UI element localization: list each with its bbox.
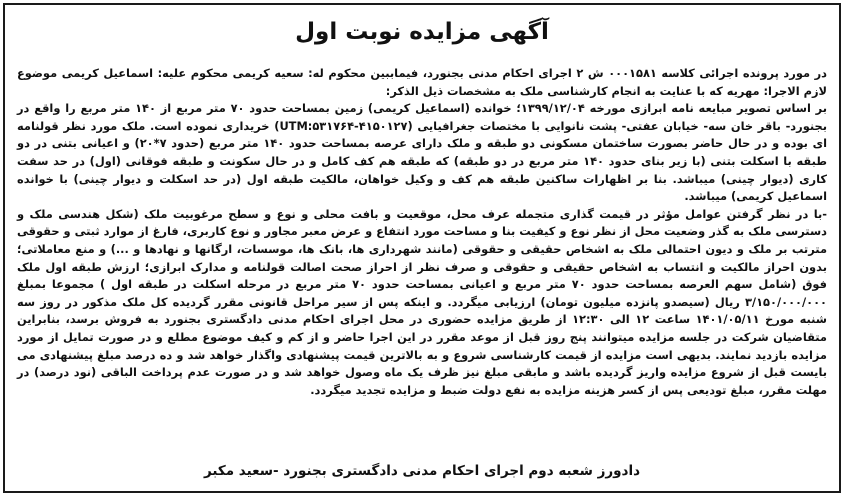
notice-body — [5, 65, 839, 399]
notice-paragraph-case: در مورد پرونده اجرائی کلاسه ۰۰۰۱۵۸۱ ش ۲ اجرای احکام مدنی بجنورد، فیماببین محکوم له: سعیه کریمی محکوم علیه: اسماعیل کریمی موضوع لازم الاجرا: مهریه که با عنایت به انجام کارشناسی ملک به مشخصات ذیل الذکر: — [17, 66, 827, 98]
notice-signature: دادورز شعبه دوم اجرای احکام مدنی دادگستری بجنورد -سعید مکبر — [203, 463, 641, 479]
notice-paragraph-property: بر اساس تصویر مبایعه نامه ابرازی مورخه ۱۳۹۹/۱۲/۰۴؛ خوانده (اسماعیل کریمی) زمین بمساحت حدود ۷۰ متر مربع از ۱۴۰ متر مربع را واقع در بجنورد- باقر خان سه- خیابان عفتی- پشت نانوایی با مختصات جغرافیایی (UTM:۵۳۱۷۶۴-۴۱۵۰۱۲۷) خریداری نموده است. ملک مورد نظر قولنامه ای بوده و در حال حاضر بصورت ساختمان مسکونی دو طبقه و ملک دارای عرصه بمساحت حدود ۱۴۰ متر مربع (حدود ۷*۲۰) و اعیانی بتنی در دو طبقه با اسکلت بتنی (با زیر بنای حدود ۱۴۰ متر مربع در دو طبقه) که طبقه هم کف کامل و در حال سکونت و طبقه فوقانی (اول) در حد سفت کاری (دیوار چینی) میباشد. بنا بر اظهارات ساکنین طبقه هم کف و وکیل خواهان، مالکیت طبقه اول (در حد اسکلت و دیوار چینی) با خوانده اسماعیل کریمی) میباشد. — [17, 101, 828, 204]
notice-title: آگهی مزایده نوبت اول — [295, 19, 549, 45]
notice-paragraph-valuation: -با در نظر گرفتن عوامل مؤثر در قیمت گذاری متجمله عرف محل، موقعیت و بافت محلی و نوع و سطح مرغوبیت ملک (شکل هندسی ملک و دسترسی ملک به گذر وضعیت محل از نظر نوع و کیفیت بنا و مساحت مورد انتفاع و عرض معبر مجاور و نوع کاربری، فارغ از موارد ثبتی و حقوقی مترتب بر ملک و دیون احتمالی ملک به اشخاص حقیقی و حقوقی (مانند شهرداری ها، بانک ها، موسسات، ارگانها و نهادها و ...) و منع معاملاتی؛ بدون احراز مالکیت و انتساب به اشخاص حقیقی و حقوقی و صرف نظر از احراز صحت اصالت قولنامه و مدارک ابرازی؛ ارزش طبقه اول ملک فوق (شامل سهم العرصه بمساحت حدود ۷۰ متر مربع و اعیانی بمساحت حدود ۷۰ متر مربع در مرحله اسکلت در طبقه اول ) مجموعا بمبلغ ۳/۱۵۰/۰۰۰/۰۰۰ ریال (سیصدو پانزده میلیون تومان) ارزیابی میگردد. و اینکه پس از سیر مراحل قانونی مقرر گردیده کل ملک مذکور در روز سه شنبه مورخ ۱۴۰۱/۰۵/۱۱ ساعت ۱۲ الی ۱۲:۳۰ از طریق مزایده حضوری در محل اجرای احکام مدنی دادگستری بجنورد به فروش برسد، بنابراین متقاضیان شرکت در جلسه مزایده میتوانند پنج روز قبل از موعد مقرر در این اجرا حاضر و از کم و کیف موضوع مطلع و در صورت تمایل از مورد مزایده بازدید نمایند. بدیهی است مزایده از قیمت کارشناسی شروع و به بالاترین قیمت پیشنهادی واگذار خواهد شد و ده درصد مبلغ پیشنهادی می بایست قبل از شروع مزایده واریز گردیده باشد و مابقی مبلغ نیز ظرف یک ماه وصول خواهد شد و در صورت عدم پرداخت الباقی (نود درصد) در مهلت مقرر، مبلغ تودیعی پس از کسر هزینه مزایده به نفع دولت ضبط و مزایده تجدید میگردد. — [17, 206, 827, 397]
notice-frame — [3, 3, 841, 493]
